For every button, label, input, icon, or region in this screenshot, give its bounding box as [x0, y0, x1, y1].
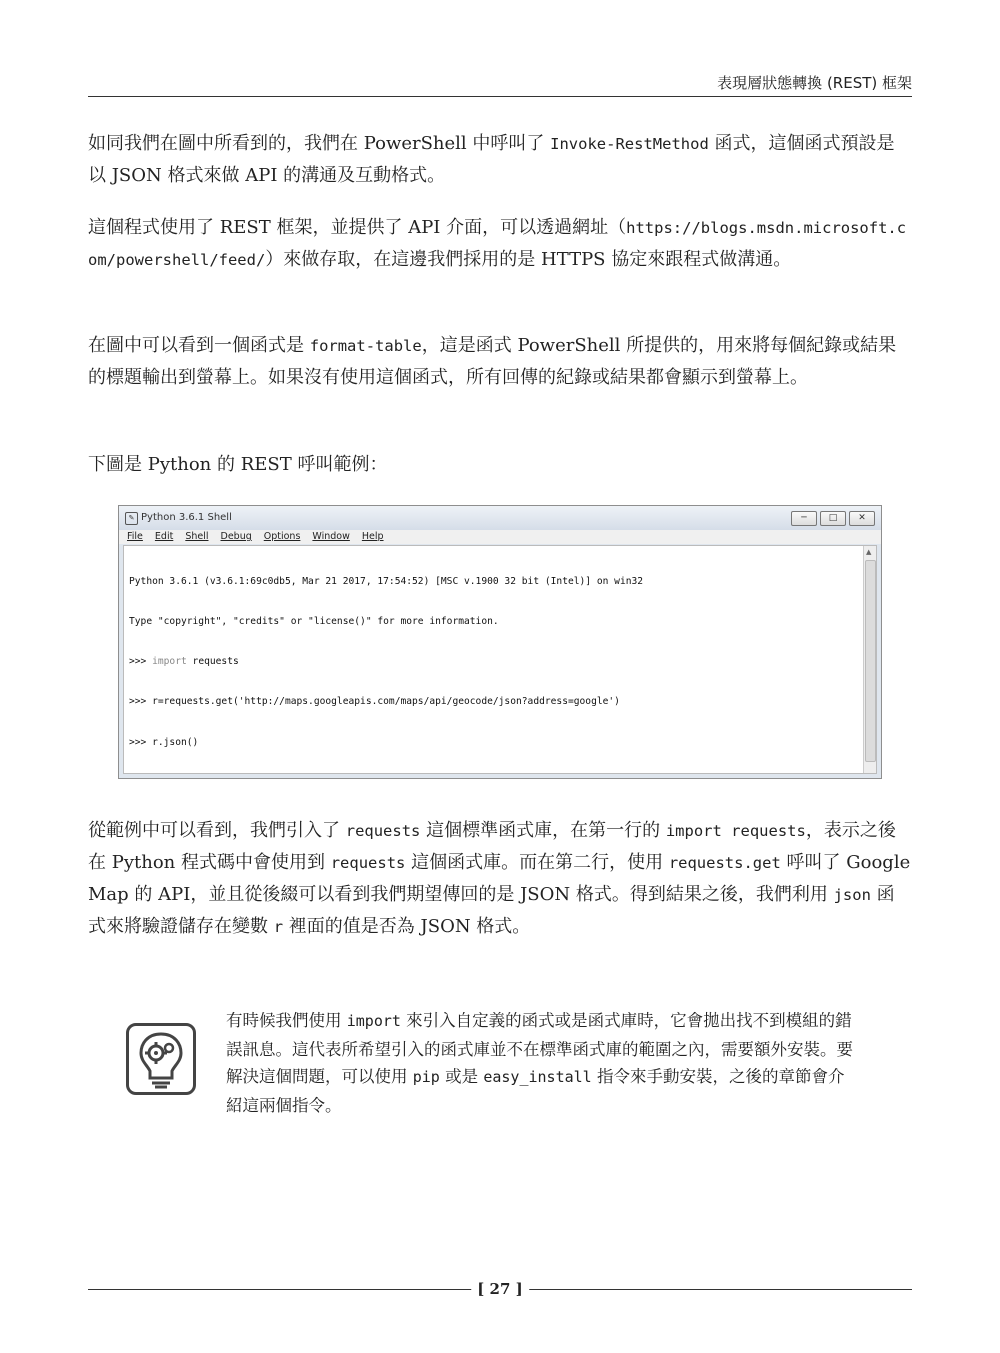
text: 這個程式使用了 REST 框架，並提供了 API 介面，可以透過網址（ [88, 217, 627, 238]
text: ）來做存取，在這邊我們採用的是 HTTPS 協定來跟程式做溝通。 [265, 249, 792, 270]
inline-code: requests [345, 822, 421, 840]
paragraph-4 [88, 815, 912, 943]
paragraph-2 [88, 212, 912, 276]
lightbulb-gear-icon [126, 1023, 196, 1095]
text: 指令來手動安裝，之後的章節會介紹這兩個指令。 [226, 1067, 845, 1115]
inline-code: r [273, 918, 284, 936]
close-button[interactable]: ✕ [849, 511, 875, 526]
menu-shell[interactable]: Shell [185, 531, 209, 542]
menu-file[interactable]: File [127, 531, 143, 542]
keyword-highlight: import [152, 656, 187, 668]
paragraph-3 [88, 330, 912, 394]
inline-code: Invoke-RestMethod [550, 135, 709, 153]
console-line: >>> r=requests.get('http://maps.googleapis.com/maps/api/geocode/json?address=google') [129, 696, 620, 708]
console-line: Type "copyright", "credits" or "license()" for more information. [129, 616, 499, 628]
inline-code: pip [412, 1068, 440, 1086]
inline-code: https://blogs.msdn.microsoft.com/powershell/feed/ [88, 219, 907, 269]
console-line: >>> import requests [129, 656, 239, 668]
console-line: >>> r.json() [129, 736, 199, 748]
text: 這個標準函式庫，在第一行的 [420, 820, 666, 841]
text: 來引入自定義的函式或是函式庫時，它會拋出找不到模組的錯誤訊息。這代表所希望引入的函式庫並不在標準函式庫的範圍之內，需要額外安裝。要解決這個問題，可以使用 [226, 1011, 853, 1086]
vertical-scrollbar[interactable] [863, 546, 876, 773]
python-app-icon: ✎ [125, 512, 138, 525]
text: ，這是函式 PowerShell 所提供的，用來將每個紀錄或結果的標題輸出到螢幕上。如果沒有使用這個函式，所有回傳的紀錄或結果都會顯示到螢幕上。 [88, 335, 897, 388]
text: 函式，這個函式預設是以 JSON 格式來做 API 的溝通及互動格式。 [88, 133, 895, 186]
text: 在圖中可以看到一個函式是 [88, 335, 310, 356]
menu-debug[interactable]: Debug [220, 531, 252, 542]
text: ，表示之後在 Python 程式碼中會使用到 [88, 820, 896, 873]
inline-code: format-table [309, 337, 422, 355]
minimize-button[interactable]: ─ [791, 511, 817, 526]
scroll-up-arrow-icon[interactable]: ▲ [866, 548, 872, 556]
page-footer [88, 1278, 912, 1300]
console-line: Python 3.6.1 (v3.6.1:69c0db5, Mar 21 2017, 17:54:52) [MSC v.1900 32 bit (Intel)] on win32 [129, 575, 644, 587]
menu-bar [119, 530, 881, 544]
running-header: 表現層狀態轉換 (REST) 框架 [88, 72, 912, 97]
text: 或是 [439, 1067, 484, 1086]
inline-code: requests [330, 854, 406, 872]
inline-code: easy_install [483, 1068, 592, 1086]
inline-code: json [833, 886, 871, 904]
text: 這個函式庫。而在第二行，使用 [405, 852, 669, 873]
tip-text [226, 1007, 856, 1119]
text: 呼叫了 Google Map 的 API，並且從後綴可以看到我們期望傳回的是 JSON 格式。得到結果之後，我們利用 [88, 852, 911, 905]
console-output [129, 548, 860, 774]
figure-caption: 下圖是 Python 的 REST 呼叫範例： [88, 454, 388, 475]
text: 從範例中可以看到，我們引入了 [88, 820, 346, 841]
paragraph-1 [88, 128, 912, 192]
text: 如同我們在圖中所看到的，我們在 PowerShell 中呼叫了 [88, 133, 551, 154]
menu-edit[interactable]: Edit [154, 531, 174, 542]
text: 函式來將驗證儲存在變數 [88, 884, 895, 937]
python-shell-window [118, 505, 882, 779]
scroll-thumb[interactable] [865, 560, 876, 762]
page-number: [ 27 ] [471, 1278, 529, 1300]
inline-code: import [346, 1012, 401, 1030]
window-title: Python 3.6.1 Shell [141, 512, 232, 523]
maximize-button[interactable]: □ [820, 511, 846, 526]
shell-console[interactable] [123, 545, 877, 774]
menu-help[interactable]: Help [361, 531, 384, 542]
text: 裡面的值是否為 JSON 格式。 [283, 916, 531, 937]
menu-window[interactable]: Window [312, 531, 350, 542]
inline-code: import requests [665, 822, 806, 840]
inline-code: requests.get [668, 854, 781, 872]
text: 有時候我們使用 [226, 1011, 347, 1030]
menu-options[interactable]: Options [263, 531, 301, 542]
window-titlebar[interactable] [119, 506, 881, 530]
